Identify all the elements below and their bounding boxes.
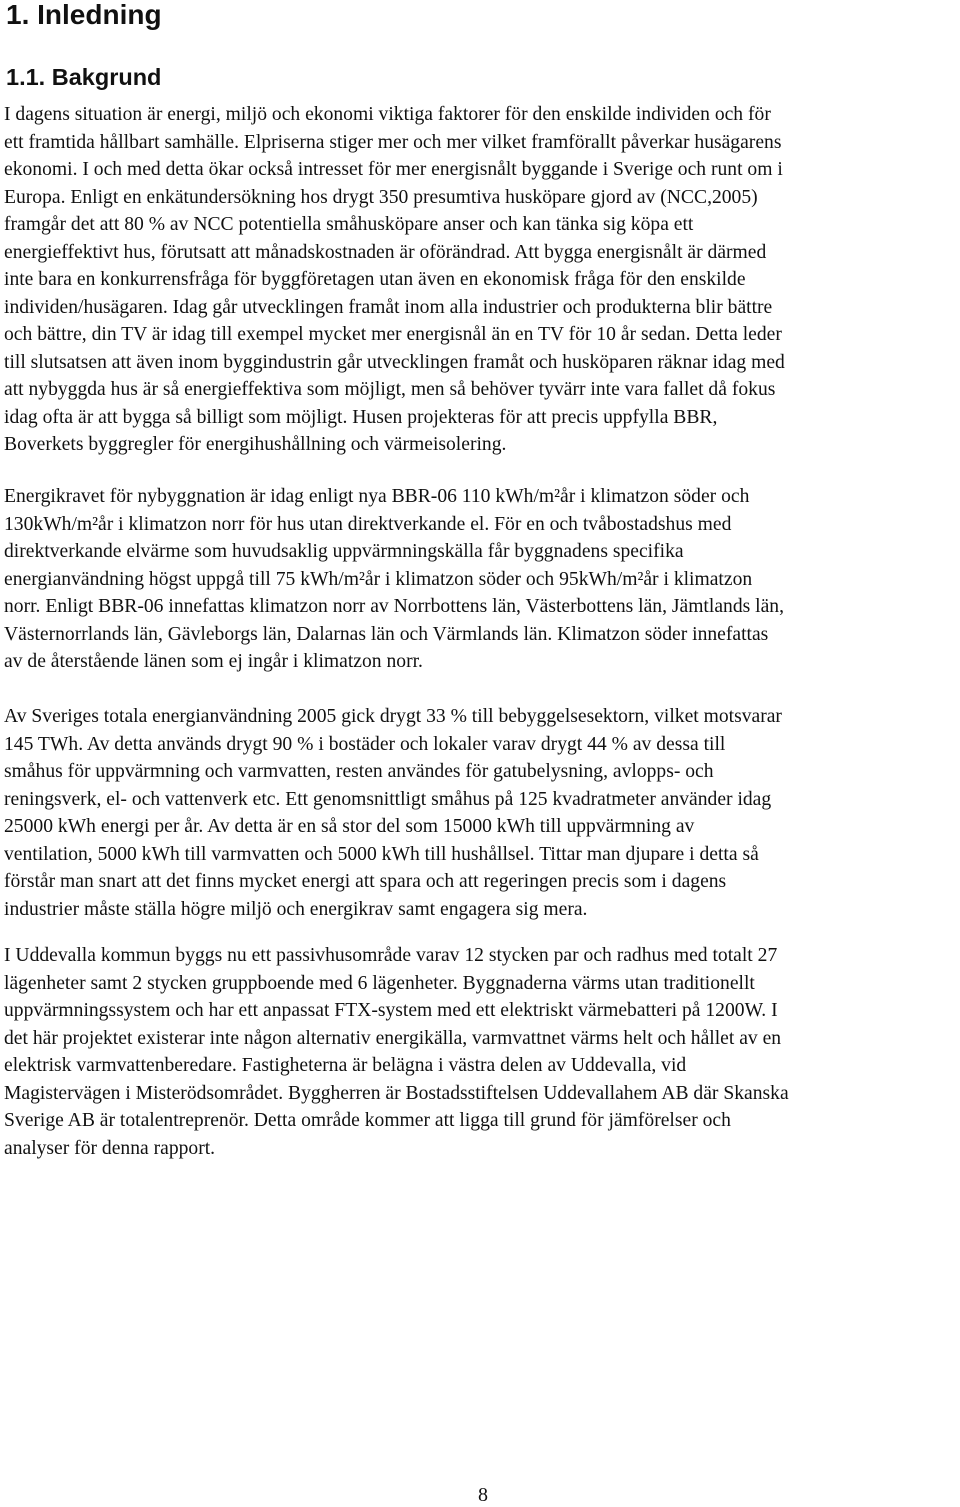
text-line: småhus för uppvärmning och varmvatten, resten användes för gatubelysning, avlopps- och xyxy=(4,761,714,782)
text-line: analyser för denna rapport. xyxy=(4,1137,216,1159)
text-line: idag ofta är att bygga så billigt som möjligt. Husen projekteras för att precis uppfylla BBR, xyxy=(4,406,718,428)
section-heading: 1.1. Bakgrund xyxy=(6,64,162,90)
text-line: Av Sveriges totala energianvändning 2005 gick drygt 33 % till bebyggelsesektorn, vilket motsvarar xyxy=(4,706,782,727)
text-line: av de återstående länen som ej ingår i klimatzon norr. xyxy=(4,651,423,672)
text-line: reningsverk, el- och vattenverk etc. Ett genomsnittligt småhus på 125 kvadratmeter använder idag xyxy=(4,788,772,810)
text-line: direktverkande elvärme som huvudsaklig uppvärmningskälla får byggnadens specifika xyxy=(4,541,684,562)
page-number: 8 xyxy=(478,1484,488,1506)
text-line: ett framtida hållbart samhälle. Elpriserna stiger mer och mer vilket framförallt påverkar husägarens xyxy=(4,131,782,153)
text-line: energianvändning högst uppgå till 75 kWh/m²år i klimatzon söder och 95kWh/m²år i klimatzon xyxy=(4,568,753,590)
text-line: och bättre, din TV är idag till exempel mycket mer energisnål än en TV för 10 år sedan. Detta leder xyxy=(4,324,782,345)
text-line: till slutsatsen att även inom byggindustrin går utvecklingen framåt och husköparen räknar idag med xyxy=(4,351,785,373)
text-line: 25000 kWh energi per år. Av detta är en så stor del som 15000 kWh till uppvärmning av xyxy=(4,816,695,837)
text-line: Energikravet för nybyggnation är idag enligt nya BBR-06 110 kWh/m²år i klimatzon söder och xyxy=(4,486,750,507)
text-line: energieffektivt hus, förutsatt att månadskostnaden är oförändrad. Att bygga energisnålt är därmed xyxy=(4,241,767,263)
text-line: ventilation, 5000 kWh till varmvatten och 5000 kWh till hushållsel. Tittar man djupare i detta så xyxy=(4,843,759,865)
text-line: individen/husägaren. Idag går utvecklingen framåt inom alla industrier och produkterna blir bättre xyxy=(4,296,773,318)
text-line: lägenheter samt 2 stycken gruppboende med 6 lägenheter. Byggnaderna värms utan traditionellt xyxy=(4,972,755,994)
text-line: det här projektet existerar inte någon alternativ energikälla, varmvattnet värms helt och hållet av en xyxy=(4,1027,782,1049)
text-line: norr. Enligt BBR-06 innefattas klimatzon norr av Norrbottens län, Västerbottens län, Jämtlands län, xyxy=(4,596,784,617)
text-line: Europa. Enligt en enkätundersökning hos drygt 350 presumtiva husköpare gjord av (NCC,2005) xyxy=(4,186,758,208)
text-line: industrier måste ställa högre miljö och energikrav samt engagera sig mera. xyxy=(4,898,588,920)
text-line: framgår det att 80 % av NCC potentiella småhusköpare anser och kan tänka sig köpa ett xyxy=(4,214,694,235)
paragraph-background xyxy=(4,101,785,459)
text-line: I dagens situation är energi, miljö och ekonomi viktiga faktorer för den enskilde individen och för xyxy=(4,104,771,125)
paragraph-uddevalla-project xyxy=(4,942,789,1162)
text-line: Boverkets byggregler för energihushållning och värmeisolering. xyxy=(4,434,507,455)
text-line: elektrisk varmvattenberedare. Fastigheterna är belägna i västra delen av Uddevalla, vid xyxy=(4,1055,687,1076)
text-line: ekonomi. I och med detta ökar också intresset för mer energisnålt byggande i Sverige och runt om i xyxy=(4,159,783,180)
text-line: förstår man snart att det finns mycket energi att spara och att regeringen precis som i dagens xyxy=(4,871,727,892)
paragraph-energy-requirements xyxy=(4,483,784,676)
text-line: Sverige AB är totalentreprenör. Detta område kommer att ligga till grund för jämförelser och xyxy=(4,1110,731,1131)
text-line: Västernorrlands län, Gävleborgs län, Dalarnas län och Värmlands län. Klimatzon söder innefattas xyxy=(4,623,769,645)
text-line: I Uddevalla kommun byggs nu ett passivhusområde varav 12 stycken par och radhus med totalt 27 xyxy=(4,945,778,966)
chapter-heading: 1. Inledning xyxy=(6,0,162,30)
text-line: att nybyggda hus är så energieffektiva som möjligt, men så behöver tyvärr inte vara fallet då fokus xyxy=(4,379,776,400)
text-line: inte bara en konkurrensfråga för byggföretagen utan även en ekonomisk fråga för den enskilde xyxy=(4,269,746,290)
text-line: Magistervägen i Misterödsområdet. Byggherren är Bostadsstiftelsen Uddevallahem AB där Skanska xyxy=(4,1082,789,1104)
text-line: 145 TWh. Av detta används drygt 90 % i bostäder och lokaler varav drygt 44 % av dessa till xyxy=(4,733,726,755)
paragraph-energy-use xyxy=(4,703,782,923)
text-line: uppvärmningssystem och har ett anpassat FTX-system med ett elektriskt värmebatteri på 1200W. I xyxy=(4,1000,778,1021)
text-line: 130kWh/m²år i klimatzon norr för hus utan direktverkande el. För en och tvåbostadshus med xyxy=(4,513,732,535)
